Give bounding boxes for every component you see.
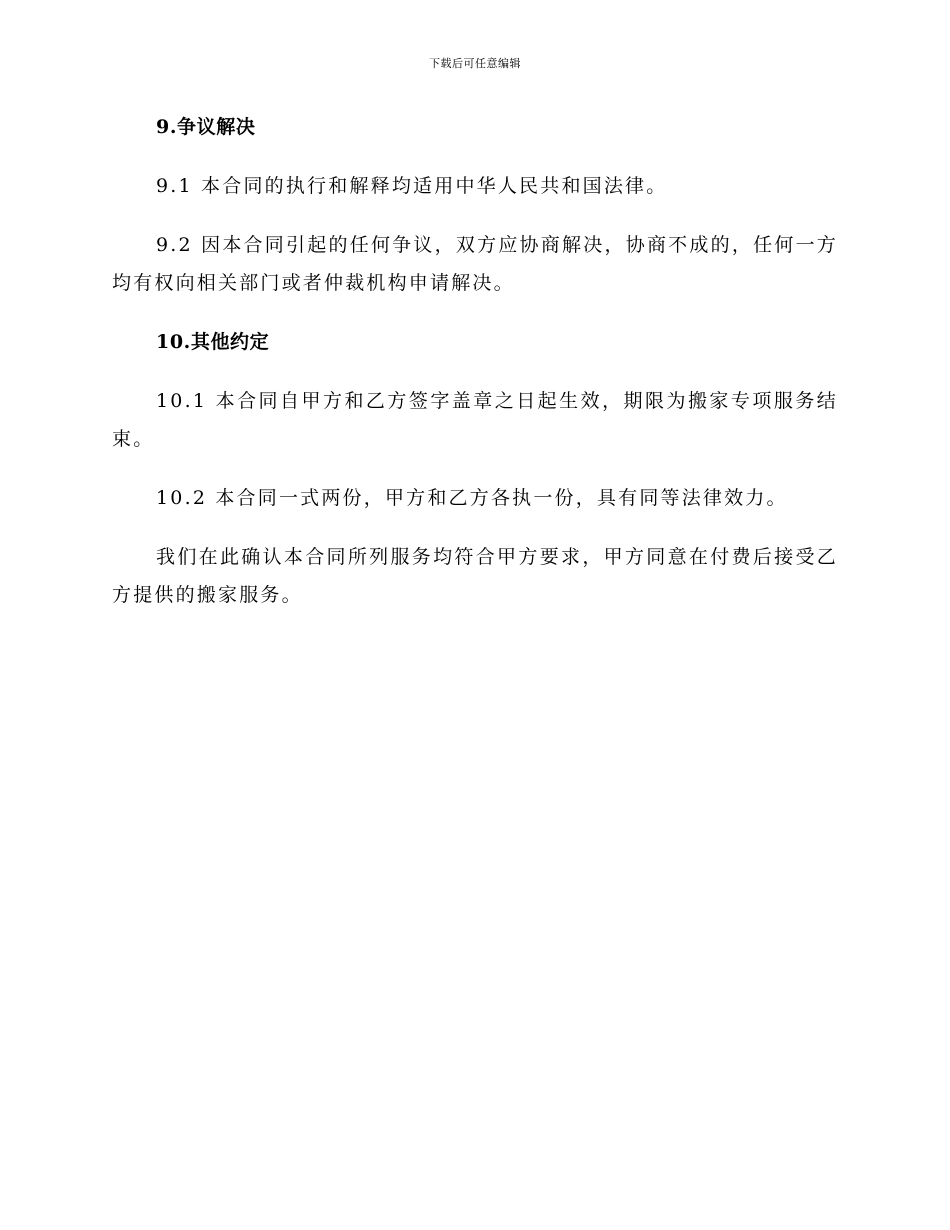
clause-10-1: 10.1 本合同自甲方和乙方签字盖章之日起生效，期限为搬家专项服务结束。: [112, 390, 838, 450]
clause-10-2: 10.2 本合同一式两份，甲方和乙方各执一份，具有同等法律效力。: [156, 487, 788, 509]
document-body: [112, 108, 838, 635]
confirmation-paragraph: 我们在此确认本合同所列服务均符合甲方要求，甲方同意在付费后接受乙方提供的搬家服务。: [112, 546, 838, 606]
clause-9-1: 9.1 本合同的执行和解释均适用中华人民共和国法律。: [156, 175, 668, 197]
header-note: 下载后可任意编辑: [429, 57, 521, 70]
clause-9-2: 9.2 因本合同引起的任何争议，双方应协商解决，协商不成的，任何一方均有权向相关部门或者仲裁机构申请解决。: [112, 234, 838, 294]
section-heading-other: 10.其他约定: [156, 331, 270, 353]
section-heading-dispute: 9.争议解决: [156, 116, 256, 138]
